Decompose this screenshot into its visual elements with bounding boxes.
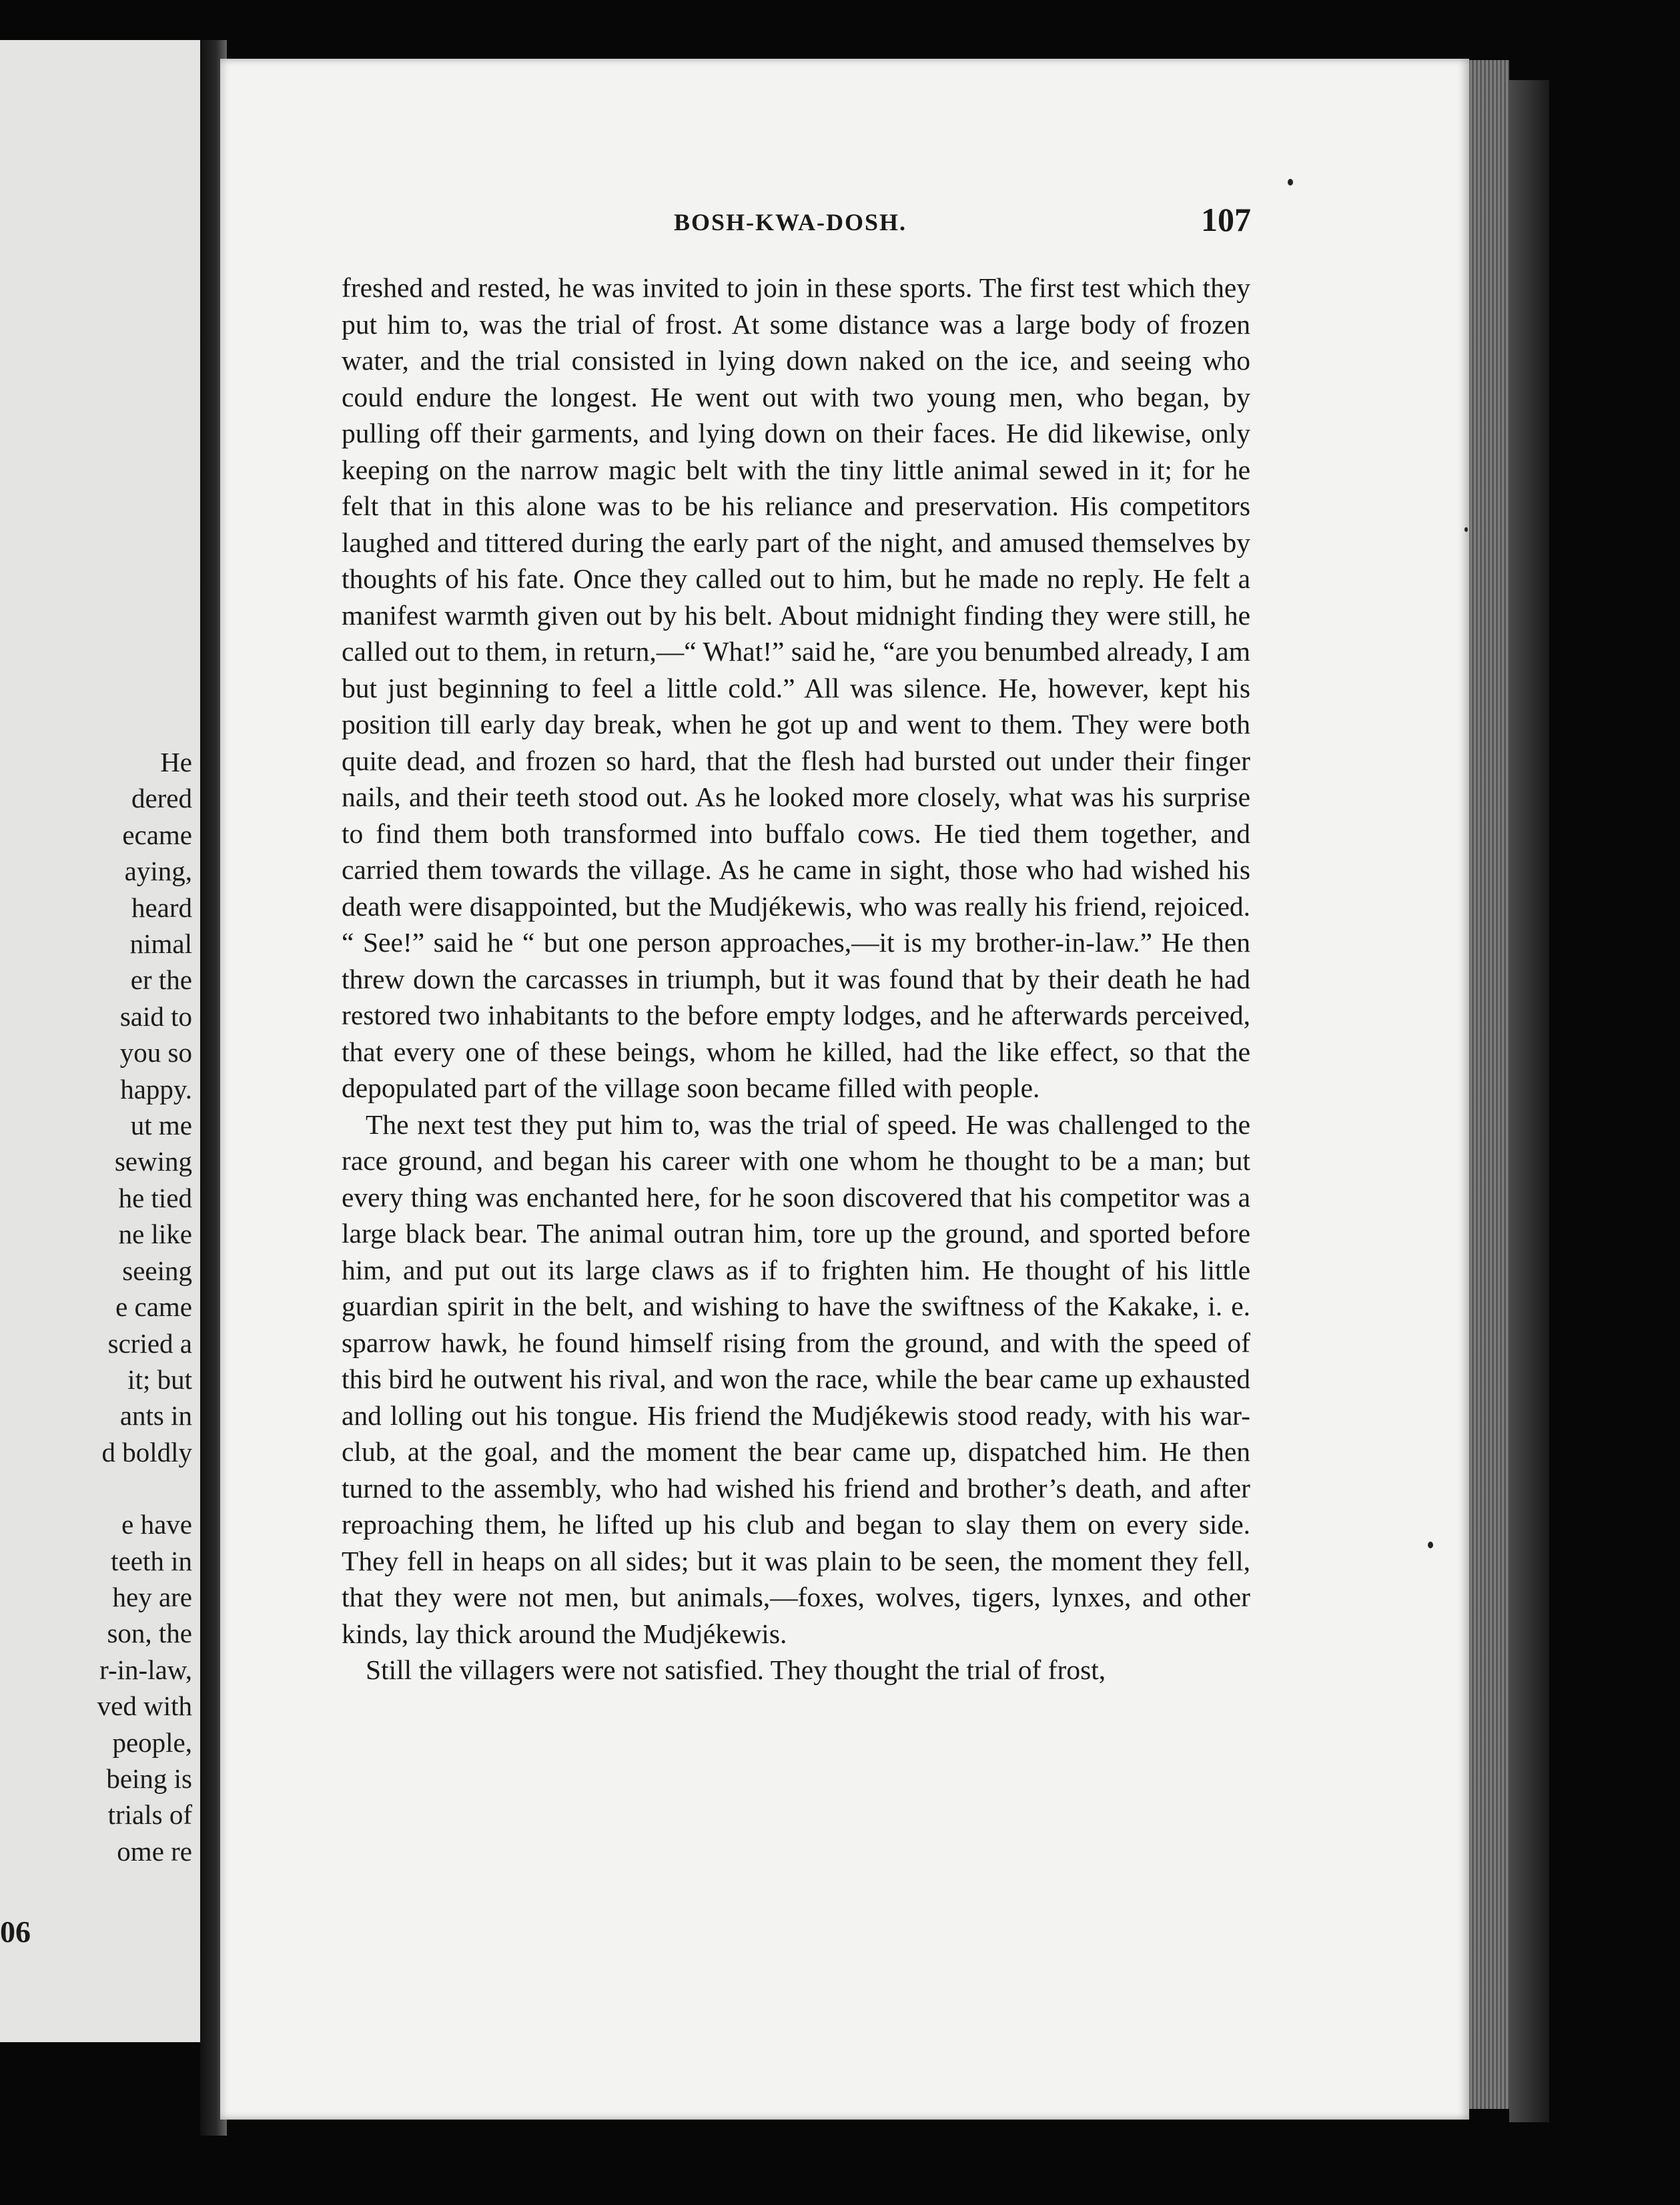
facing-page-line: sewing: [114, 1146, 192, 1177]
facing-page-line: He: [160, 747, 192, 777]
facing-page-line: son, the: [107, 1618, 192, 1649]
facing-page-line: dered: [131, 783, 192, 814]
facing-page-line: being is: [106, 1763, 192, 1794]
facing-page-line: you so: [119, 1037, 192, 1068]
scan-speck: [1428, 1542, 1433, 1548]
page-edges: [1469, 60, 1509, 2109]
facing-page-text: [5, 744, 192, 1869]
facing-page-line: hey are: [112, 1581, 192, 1612]
paragraph: Still the villagers were not satisfied. They thought the trial of frost,: [366, 1654, 1106, 1685]
page-number: 107: [1201, 201, 1251, 238]
facing-page-line: ved with: [97, 1690, 192, 1722]
book-spine: [1509, 80, 1549, 2122]
paragraph: The next test they put him to, was the trial of speed. He was challenged to the race ground, and began his career with one whom he thought to be a man; but every thing was enchanted here, for he soon discovered that his competitor was a large black bear. The animal outran him, tore up the ground, and sported before him, and put out its large claws as if to frighten him. He thought of his little guardian spirit in the belt, and wishing to have the swiftness of the Kakake, i. e. sparrow hawk, he found himself rising from the ground, and with the speed of this bird he outwent his rival, and won the race, while the bear came up exhausted and lolling out his tongue. His friend the Mudjékewis stood ready, with his war-club, at the goal, and the moment the bear came up, dispatched him. He then turned to the assembly, who had wished his friend and brother’s death, and after reproaching them, he lifted up his club and began to slay them on every side. They fell in heaps on all sides; but it was plain to be seen, the moment they fell, that they were not men, but animals,—foxes, wolves, tigers, lynxes, and other kinds, lay thick around the Mudjékewis.: [342, 1109, 1250, 1649]
facing-page-line: said to: [119, 1000, 192, 1032]
facing-page-line: nimal: [129, 928, 192, 960]
facing-page-line: er the: [130, 964, 192, 996]
facing-page-line: ut me: [130, 1110, 192, 1141]
facing-page-number: 06: [0, 1915, 31, 1949]
facing-page-line: ome re: [117, 1835, 192, 1867]
facing-page-line: r-in-law,: [99, 1654, 192, 1685]
scan-speck: [1288, 179, 1293, 186]
facing-page-line: ecame: [122, 819, 192, 850]
facing-page-line: ants in: [119, 1400, 192, 1432]
facing-page-line: scried a: [107, 1327, 192, 1359]
facing-page-line: he tied: [118, 1182, 192, 1213]
facing-page-line: d boldly: [101, 1436, 192, 1468]
facing-page-line: happy.: [120, 1073, 192, 1105]
facing-page-line: ne like: [118, 1219, 192, 1250]
facing-page-line: e have: [121, 1509, 192, 1540]
facing-page-line: teeth in: [111, 1545, 192, 1576]
scan-speck: [1464, 527, 1468, 532]
facing-page-gap: [5, 1470, 192, 1506]
facing-page-line: trials of: [107, 1799, 192, 1831]
facing-page-line: e came: [115, 1291, 192, 1323]
facing-page-line: aying,: [124, 856, 192, 887]
facing-page-line: seeing: [122, 1255, 192, 1286]
facing-page-line: heard: [131, 892, 192, 923]
body-text: [342, 270, 1250, 1688]
paragraph: freshed and rested, he was invited to join in these sports. The first test which they put him to, was the trial of frost. At some distance was a large body of frozen water, and the trial consisted in lying down naked on the ice, and seeing who could endure the longest. He went out with two young men, who began, by pulling off their garments, and lying down on their faces. He did likewise, only keeping on the narrow magic belt with the tiny little animal sewed in it; for he felt that in this alone was to be his reliance and preservation. His competitors laughed and tittered during the early part of the night, and amused themselves by thoughts of his fate. Once they called out to him, but he made no reply. He felt a manifest warmth given out by his belt. About midnight finding they were still, he called out to them, in return,—“ What!” said he, “are you benumbed already, I am but just beginning to feel a little cold.” All was silence. He, however, kept his position till early day break, when he got up and went to them. They were both quite dead, and frozen so hard, that the flesh had bursted out under their finger nails, and their teeth stood out. As he looked more closely, what was his surprise to find them both transformed into buffalo cows. He tied them together, and carried them towards the village. As he came in sight, those who had wished his death were disappointed, but the Mudjékewis, who was really his friend, rejoiced. “ See!” said he “ but one person approaches,—it is my brother-in-law.” He then threw down the carcasses in triumph, but it was found that by their death he had restored two inhabitants to the before empty lodges, and he afterwards perceived, that every one of these beings, whom he killed, had the like effect, so that the depopulated part of the village soon became filled with people.: [342, 272, 1250, 1103]
facing-page-line: people,: [112, 1726, 192, 1758]
facing-page: [0, 40, 202, 2042]
facing-page-line: it; but: [127, 1363, 192, 1395]
running-head: BOSH-KWA-DOSH.: [674, 209, 907, 236]
